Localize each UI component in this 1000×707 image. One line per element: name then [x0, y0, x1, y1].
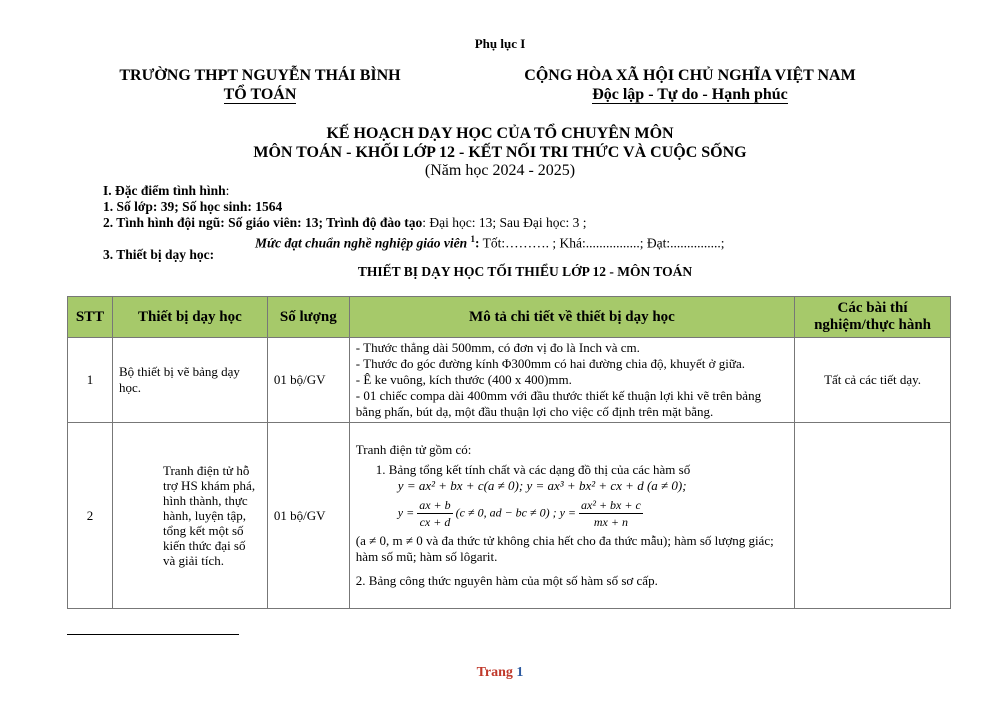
table-title: THIẾT BỊ DẠY HỌC TỐI THIỂU LỚP 12 - MÔN TOÁN — [357, 264, 693, 279]
section-1-heading: I. Đặc điểm tình hình: — [103, 183, 230, 198]
row-device: Bộ thiết bị vẽ bảng dạy học. — [112, 338, 267, 423]
formula-polynomials: y = ax² + bx + c(a ≠ 0); y = ax³ + bx² + cx + d (a ≠ 0); — [397, 478, 687, 493]
row-experiments: Tất cả các tiết dạy. — [795, 338, 951, 423]
school-name: TRƯỜNG THPT NGUYỄN THÁI BÌNH — [119, 67, 401, 84]
table-row — [68, 338, 951, 423]
row-stt: 2 — [68, 423, 113, 609]
row-quantity: 01 bộ/GV — [267, 423, 349, 609]
nation-motto: Độc lập - Tự do - Hạnh phúc — [592, 86, 788, 103]
school-year: (Năm học 2024 - 2025) — [424, 162, 576, 179]
nation-name: CỘNG HÒA XÃ HỘI CHỦ NGHĨA VIỆT NAM — [524, 67, 856, 84]
header-stt: STT — [68, 297, 113, 338]
equipment-table — [67, 296, 951, 609]
department-name: TỔ TOÁN — [223, 86, 297, 103]
classes-line: 1. Số lớp: 39; Số học sinh: 1564 — [103, 199, 283, 214]
standard-line: Mức đạt chuẩn nghề nghiệp giáo viên $^1$: Tốt:………. ; Khá:................; Đạt:...............; — [255, 234, 725, 251]
header-device: Thiết bị dạy học — [112, 297, 267, 338]
nation-header — [490, 66, 890, 104]
page-number: Trang 1 — [476, 665, 524, 680]
appendix-label: Phụ lục I — [474, 36, 526, 51]
row-description: Tranh điện tử gồm có: 1. Bảng tổng kết tính chất và các dạng đồ thị của các hàm số y = ax² + bx + c(a ≠ 0); y = ax³ + bx² + cx + d (a ≠ 0); y = $\frac{ax + b}{cx + d}$ (c ≠ 0, ad − bc ≠ 0) ; y = $\frac{\text{ax² + bx + c}}{mx + n}$ (a ≠ 0, m ≠ 0 và đa thức tử không chia hết cho đa thức mẫu); hàm số lượng giác; hàm số mũ; hàm số lôgarit. 2. Bảng công thức nguyên hàm của một số hàm số sơ cấp. — [349, 423, 794, 609]
header-description: Mô tả chi tiết về thiết bị dạy học — [349, 297, 794, 338]
title-line-1: KẾ HOẠCH DẠY HỌC CỦA TỔ CHUYÊN MÔN — [326, 125, 674, 142]
table-header-row — [68, 297, 951, 338]
header-quantity: Số lượng — [267, 297, 349, 338]
row-description: - Thước thẳng dài 500mm, có đơn vị đo là Inch và cm. - Thước đo góc đường kính Φ300mm có hai đường chia độ, khuyết ở giữa. - Ê ke vuông, kích thước (400 x 400)mm. - 01 chiếc compa dài 400mm với đầu thước thiết kế thuận lợi khi vẽ trên bảng bằng phấn, bút dạ, một đầu thuận lợi cho việc cố định trên mặt bằng. — [349, 338, 794, 423]
header-experiments: Các bài thí nghiệm/thực hành — [795, 297, 951, 338]
row-experiments — [795, 423, 951, 609]
title-line-2: MÔN TOÁN - KHỐI LỚP 12 - KẾT NỐI TRI THỨC VÀ CUỘC SỐNG — [253, 144, 747, 161]
row-stt: 1 — [68, 338, 113, 423]
document-title — [0, 124, 1000, 162]
formula-fractions: y = $\frac{ax + b}{cx + d}$ (c ≠ 0, ad − bc ≠ 0) ; y = $\frac{\text{ax² + bx + c}}{mx + n}$ — [397, 498, 641, 529]
row-device: Tranh điện tử hỗ trợ HS khám phá, hình thành, thực hành, luyện tập, tổng kết một số kiến thức đại số và giải tích. — [112, 423, 267, 609]
table-row — [68, 423, 951, 609]
section-3-heading: 3. Thiết bị dạy học: — [103, 247, 215, 262]
staff-line: 2. Tình hình đội ngũ: Số giáo viên: 13; Trình độ đào tạo: Đại học: 13; Sau Đại học: 3 ; — [103, 215, 587, 230]
school-header — [90, 66, 430, 104]
footnote-separator — [67, 634, 239, 635]
row-quantity: 01 bộ/GV — [267, 338, 349, 423]
